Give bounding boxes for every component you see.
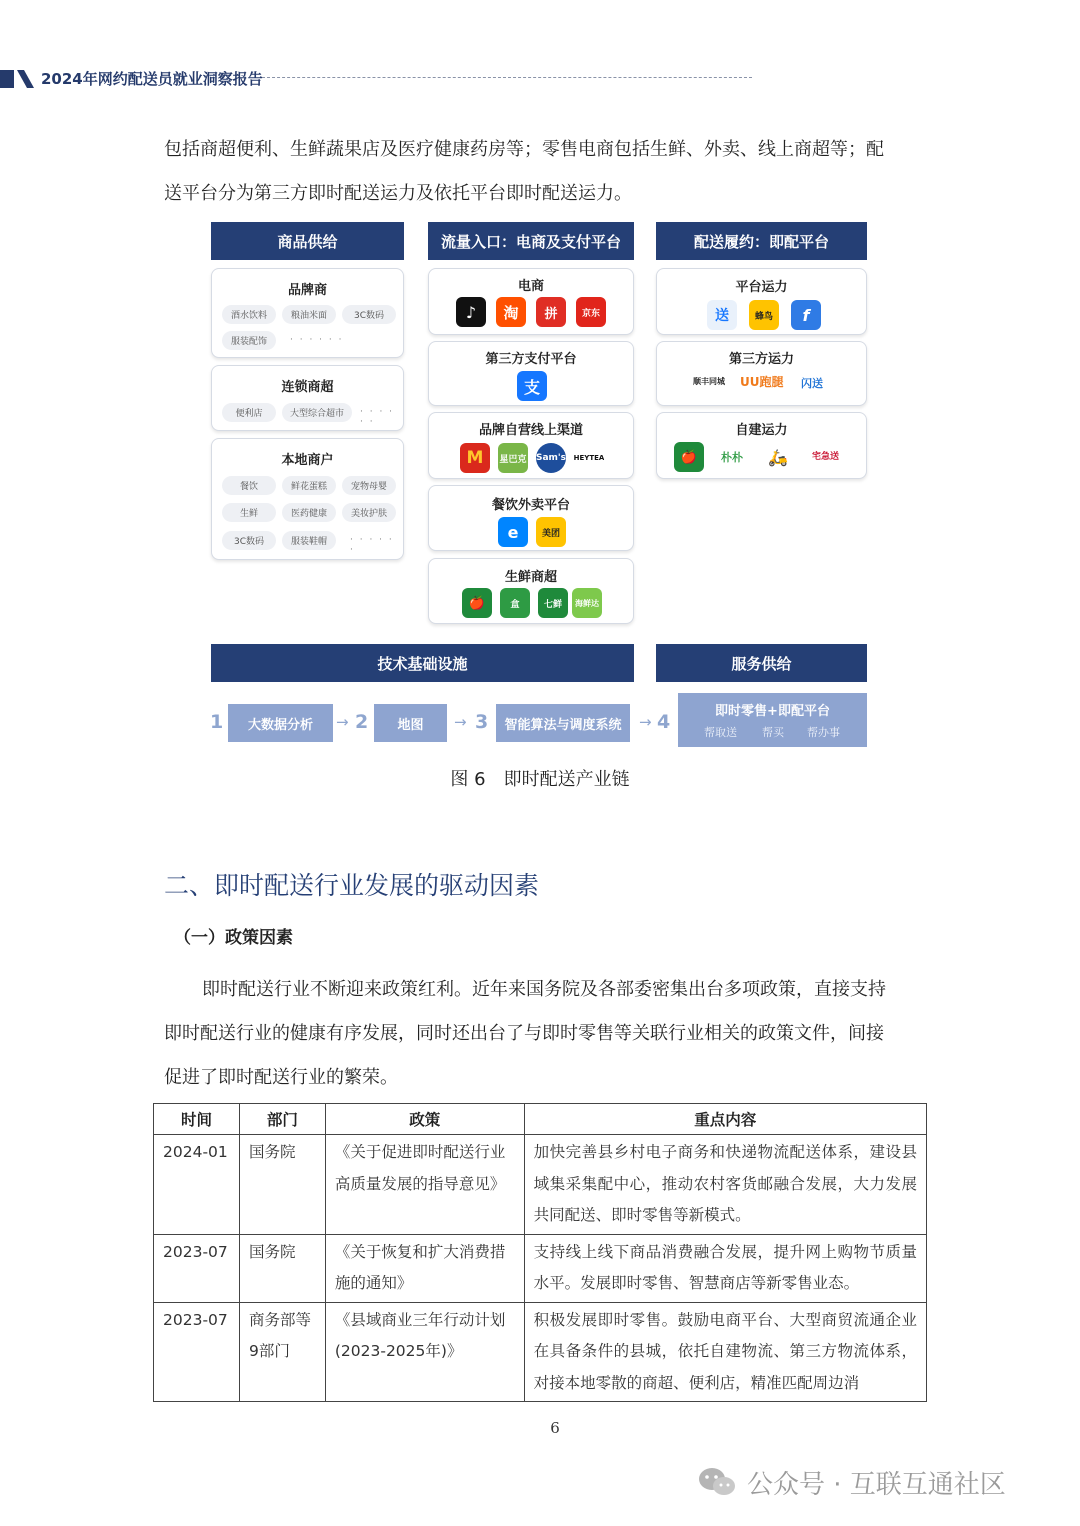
section-heading: 二、即时配送行业发展的驱动因素 <box>164 871 540 900</box>
more-dots: · · · · · · <box>360 407 395 427</box>
card-self-built-capacity <box>656 412 867 479</box>
fengniao-logo-icon: 蜂鸟 <box>749 300 779 330</box>
pupu-logo-icon: 朴朴 <box>721 451 743 464</box>
step-number: 2 <box>355 711 369 733</box>
watermark <box>697 1462 1006 1502</box>
tag: 服装鞋帽 <box>282 531 336 550</box>
jd-logo-icon: 京东 <box>576 297 606 327</box>
cell-time: 2023-07 <box>154 1234 240 1302</box>
col-goods-supply-header: 商品供给 <box>211 222 404 260</box>
col-traffic-entry-header: 流量入口：电商及支付平台 <box>428 222 634 260</box>
tag: 大型综合超市 <box>282 403 352 422</box>
card-ecommerce <box>428 268 634 335</box>
policy-line-3: 促进了即时配送行业的繁荣。 <box>164 1067 398 1088</box>
more-dots: · · · · · · <box>350 535 394 555</box>
tag: 医药健康 <box>282 503 336 522</box>
tag: 酒水饮料 <box>222 305 276 324</box>
service-supply-bar: 服务供给 <box>656 644 867 682</box>
sf-tongcheng-logo-icon: 顺丰同城 <box>693 377 725 386</box>
douyin-logo-icon: ♪ <box>456 297 486 327</box>
7fresh-logo-icon: 七鲜 <box>538 588 568 618</box>
dingdong-delivery-logo-icon: 🍎 <box>674 442 704 472</box>
step-number: 4 <box>657 711 671 733</box>
step-instant-retail <box>678 693 867 747</box>
cell-time: 2024-01 <box>154 1135 240 1235</box>
cell-time: 2023-07 <box>154 1302 240 1402</box>
tag: 餐饮 <box>222 476 276 495</box>
service-item: 帮办事 <box>807 726 840 739</box>
arrow-icon: → <box>336 713 349 731</box>
cell-content: 加快完善县乡村电子商务和快递物流配送体系，建设县域集采集配中心，推动农村客货邮融合发展，大力发展共同配送、即时零售等新模式。 <box>524 1135 926 1235</box>
cell-department: 国务院 <box>239 1135 325 1235</box>
taobao-logo-icon: 淘 <box>496 297 526 327</box>
card-platform-title: 平台运力 <box>735 280 788 295</box>
card-payment <box>428 341 634 406</box>
card-brand <box>211 268 404 358</box>
card-payment-title: 第三方支付平台 <box>485 352 577 367</box>
page-number: 6 <box>550 1419 560 1437</box>
policy-table <box>153 1103 927 1402</box>
card-local-merchants <box>211 438 404 560</box>
th-time: 时间 <box>154 1104 240 1135</box>
figure-caption: 图 6 即时配送产业链 <box>450 769 630 790</box>
dada-logo-icon: f <box>791 300 821 330</box>
card-brand-online-title: 品牌自营线上渠道 <box>478 423 583 438</box>
meituan-delivery-logo-icon: 送 <box>707 300 737 330</box>
subsection-heading: （一）政策因素 <box>174 928 293 948</box>
card-fresh-title: 生鲜商超 <box>504 570 557 585</box>
shansong-logo-icon: 闪送 <box>801 377 823 390</box>
card-third-party-capacity <box>656 341 867 406</box>
cell-policy: 《县域商业三年行动计划(2023-2025年)》 <box>325 1302 524 1402</box>
eleme-logo-icon: e <box>498 517 528 547</box>
policy-line-2: 即时配送行业的健康有序发展，同时还出台了与即时零售等关联行业相关的政策文件，间接 <box>164 1023 884 1044</box>
cell-department: 国务院 <box>239 1234 325 1302</box>
card-brand-title: 品牌商 <box>287 283 327 298</box>
th-policy: 政策 <box>325 1104 524 1135</box>
meituan-logo-icon: 美团 <box>536 517 566 547</box>
report-header <box>0 64 760 92</box>
table-row <box>154 1302 927 1402</box>
tag: 宠物母婴 <box>342 476 396 495</box>
intro-line-1: 包括商超便利、生鲜蔬果店及医疗健康药房等；零售电商包括生鲜、外卖、线上商超等；配 <box>164 139 884 160</box>
intro-paragraph <box>164 128 918 216</box>
cell-policy: 《关于恢复和扩大消费措施的通知》 <box>325 1234 524 1302</box>
th-key-content: 重点内容 <box>524 1104 926 1135</box>
uu-paotui-logo-icon: UU跑腿 <box>740 375 784 389</box>
step-big-data: 大数据分析 <box>228 704 333 742</box>
haixianda-logo-icon: 海鲜达 <box>572 588 602 618</box>
step-instant-retail-label: 即时零售+即配平台 <box>715 704 830 719</box>
card-platform-capacity <box>656 268 867 335</box>
zhaijisong-logo-icon: 宅急送 <box>812 452 840 462</box>
policy-line-1: 即时配送行业不断迎来政策红利。近年来国务院及各部委密集出台多项政策，直接支持 <box>202 979 886 1000</box>
intro-line-2: 送平台分为第三方即时配送运力及依托平台即时配送运力。 <box>164 183 632 204</box>
step-number: 3 <box>475 711 489 733</box>
policy-paragraph <box>164 968 918 1100</box>
card-brand-online <box>428 412 634 479</box>
starbucks-logo-icon: 星巴克 <box>498 443 528 473</box>
step-number: 1 <box>210 711 224 733</box>
heytea-logo-icon: HEYTEA <box>574 443 604 473</box>
th-department: 部门 <box>239 1104 325 1135</box>
tech-infrastructure-bar: 技术基础设施 <box>211 644 634 682</box>
tag: 生鲜 <box>222 503 276 522</box>
step-algorithm: 智能算法与调度系统 <box>496 704 630 742</box>
header-logo-mark <box>0 70 34 88</box>
card-fresh-supermarket <box>428 558 634 624</box>
dingdong-logo-icon: 🍎 <box>462 588 492 618</box>
wechat-icon <box>697 1466 737 1498</box>
arrow-icon: → <box>454 713 467 731</box>
tag: 粮油米面 <box>282 305 336 324</box>
service-item: 帮取送 <box>704 726 737 739</box>
header-divider <box>262 77 752 78</box>
tag: 3C数码 <box>342 305 396 324</box>
arrow-icon: → <box>639 713 652 731</box>
hema-logo-icon: 盒 <box>500 588 530 618</box>
tag: 鲜花蛋糕 <box>282 476 336 495</box>
cell-content: 支持线上线下商品消费融合发展，提升网上购物节质量水平。发展即时零售、智慧商店等新零售业态。 <box>524 1234 926 1302</box>
more-dots: · · · · · · <box>290 335 344 345</box>
scooter-icon: 🛵 <box>763 442 793 472</box>
cell-policy: 《关于促进即时配送行业高质量发展的指导意见》 <box>325 1135 524 1235</box>
card-food-delivery <box>428 485 634 551</box>
card-third-title: 第三方运力 <box>728 352 794 367</box>
card-food-title: 餐饮外卖平台 <box>491 498 570 513</box>
tag: 美妆护肤 <box>342 503 396 522</box>
card-self-title: 自建运力 <box>735 423 788 438</box>
tag: 3C数码 <box>222 531 276 550</box>
col-delivery-header: 配送履约：即配平台 <box>656 222 867 260</box>
sams-club-logo-icon: Sam's <box>536 443 566 473</box>
pinduoduo-logo-icon: 拼 <box>536 297 566 327</box>
tag: 便利店 <box>222 403 276 422</box>
header-title: 2024年网约配送员就业洞察报告 <box>41 70 263 88</box>
mcdonalds-logo-icon: M <box>460 443 490 473</box>
card-local-title: 本地商户 <box>281 453 334 468</box>
step-map: 地图 <box>374 704 447 742</box>
cell-department: 商务部等9部门 <box>239 1302 325 1402</box>
service-item: 帮买 <box>762 726 784 739</box>
card-chain-title: 连锁商超 <box>281 380 334 395</box>
alipay-logo-icon: 支 <box>517 371 547 401</box>
table-row <box>154 1234 927 1302</box>
card-chain-supermarket <box>211 365 404 431</box>
table-row <box>154 1135 927 1235</box>
card-ecommerce-title: 电商 <box>517 279 544 294</box>
tag: 服装配饰 <box>222 331 276 350</box>
cell-content: 积极发展即时零售。鼓励电商平台、大型商贸流通企业在具备条件的县城，依托自建物流、第三方物流体系，对接本地零散的商超、便利店，精准匹配周边消 <box>524 1302 926 1402</box>
watermark-text: 公众号 · 互联互通社区 <box>747 1469 1006 1500</box>
table-header-row <box>154 1104 927 1135</box>
